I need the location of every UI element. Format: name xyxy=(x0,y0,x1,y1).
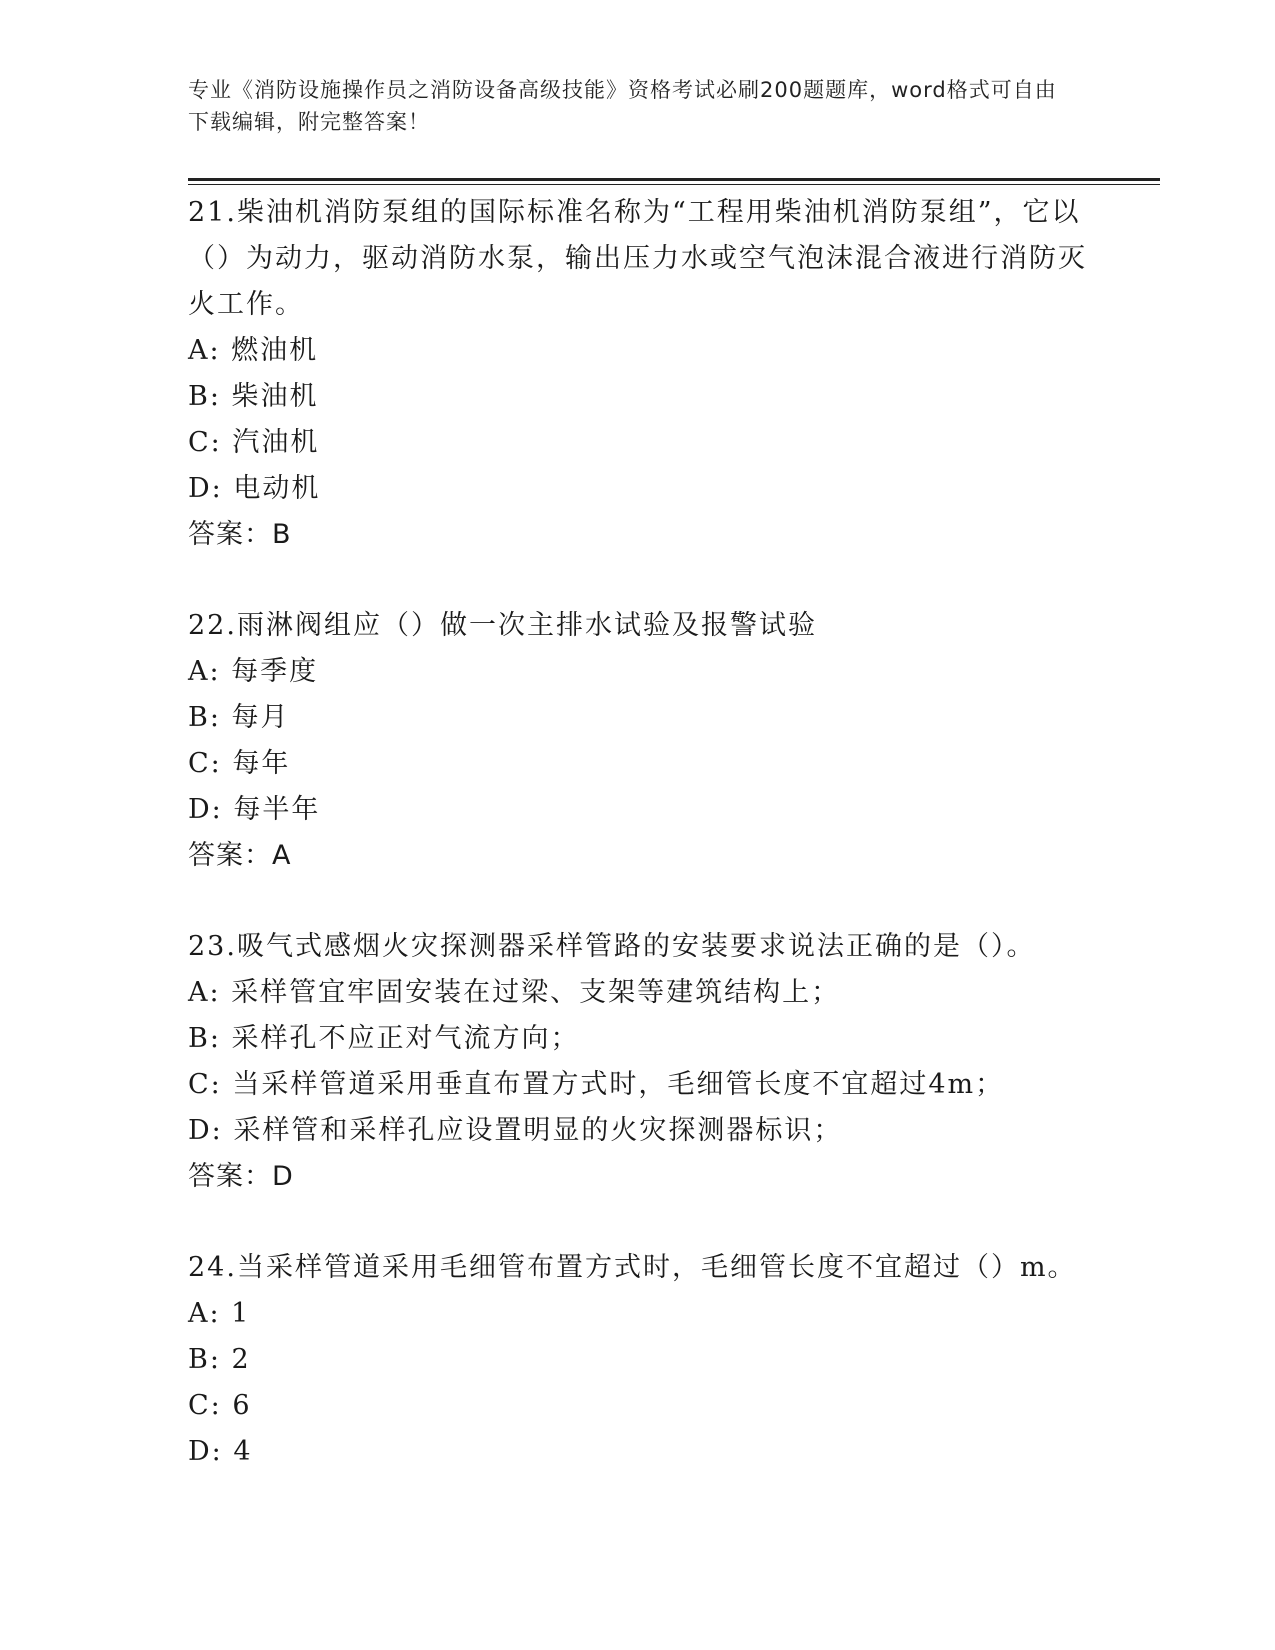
question-23 xyxy=(188,924,1088,1200)
option-d: D: 采样管和采样孔应设置明显的火灾探测器标识； xyxy=(188,1115,843,1146)
option-a: A: 每季度 xyxy=(188,656,319,687)
option-a: A: 采样管宜牢固安装在过梁、支架等建筑结构上； xyxy=(188,977,841,1008)
option-c: C: 当采样管道采用垂直布置方式时，毛细管长度不宜超过4m； xyxy=(188,1069,1005,1100)
option-b: B: 采样孔不应正对气流方向； xyxy=(188,1023,580,1054)
option-a: A: 1 xyxy=(188,1298,251,1329)
header-divider-thick xyxy=(188,178,1160,181)
option-a: A: 燃油机 xyxy=(188,335,319,366)
question-22 xyxy=(188,603,1088,879)
document-header xyxy=(188,74,1068,138)
question-stem: 23.吸气式感烟火灾探测器采样管路的安装要求说法正确的是（）。 xyxy=(188,931,1036,962)
option-c: C: 汽油机 xyxy=(188,427,320,458)
option-c: C: 每年 xyxy=(188,748,291,779)
question-stem: 24.当采样管道采用毛细管布置方式时，毛细管长度不宜超过（）m。 xyxy=(188,1252,1077,1283)
option-d: D: 电动机 xyxy=(188,473,321,504)
option-d: D: 每半年 xyxy=(188,794,321,825)
answer-line: 答案：D xyxy=(188,1161,294,1192)
option-c: C: 6 xyxy=(188,1390,252,1421)
option-b: B: 柴油机 xyxy=(188,381,319,412)
header-intro: 专业《消防设施操作员之消防设备高级技能》资格考试必刷200题题库，word格式可自由下载编辑，附完整答案！ xyxy=(188,78,1057,134)
question-list xyxy=(188,190,1088,1520)
question-21 xyxy=(188,190,1088,558)
option-b: B: 每月 xyxy=(188,702,290,733)
question-stem: 22.雨淋阀组应（）做一次主排水试验及报警试验 xyxy=(188,610,817,641)
answer-line: 答案：A xyxy=(188,840,292,871)
option-b: B: 2 xyxy=(188,1344,251,1375)
header-divider-thin xyxy=(188,184,1160,185)
answer-line: 答案：B xyxy=(188,519,292,550)
question-stem: 21.柴油机消防泵组的国际标准名称为“工程用柴油机消防泵组”，它以（）为动力，驱动消防水泵，输出压力水或空气泡沫混合液进行消防灭火工作。 xyxy=(188,197,1087,320)
option-d: D: 4 xyxy=(188,1436,253,1467)
question-24 xyxy=(188,1245,1088,1475)
